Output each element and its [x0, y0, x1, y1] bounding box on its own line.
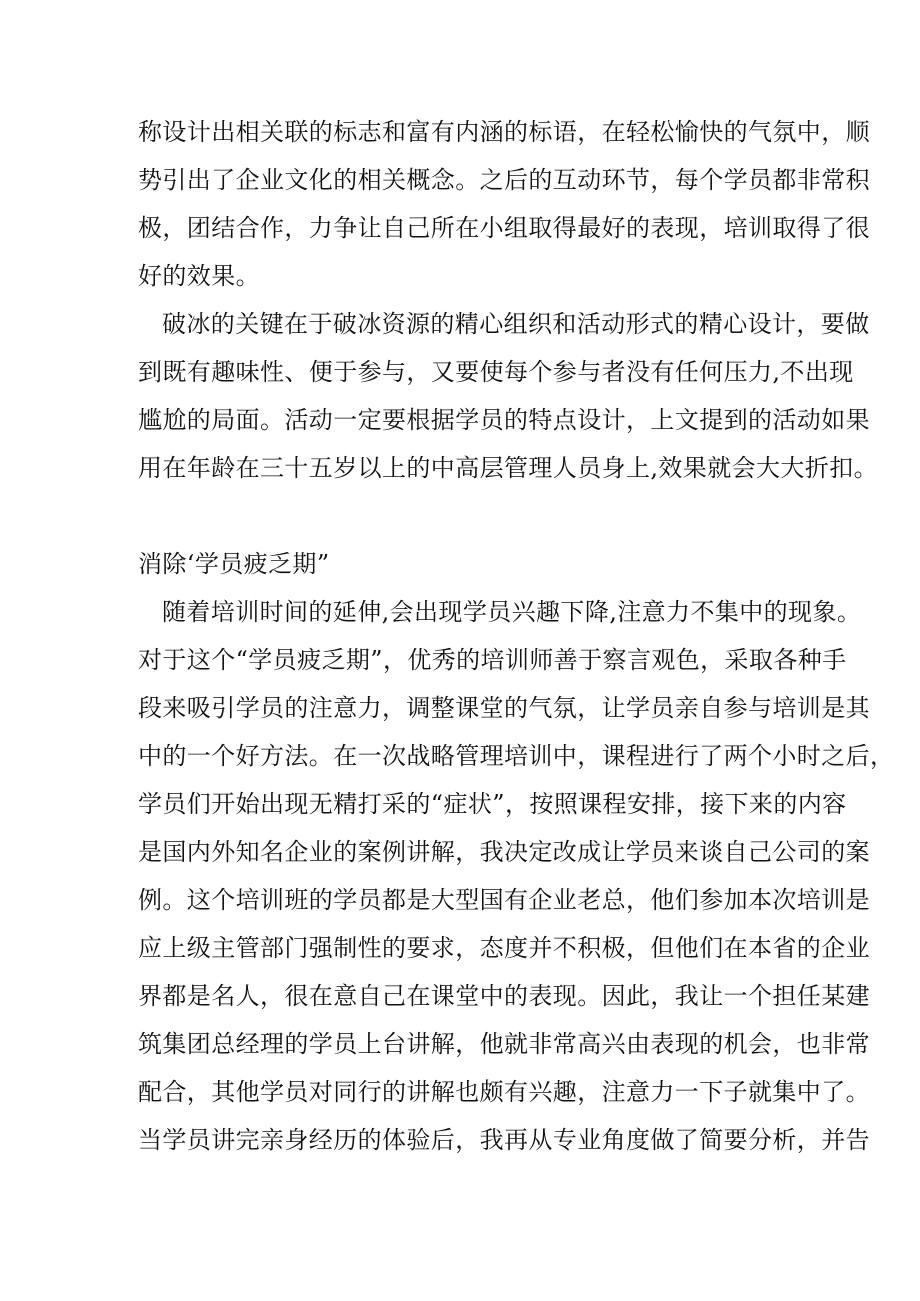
text-line: 对于这个“学员疲乏期”，优秀的培训师善于察言观色，采取各种手 — [138, 646, 847, 674]
section-heading: 消除‘学员疲乏期” — [138, 550, 330, 578]
paragraph-first-line: 随着培训时间的延伸,会出现学员兴趣下降,注意力不集中的现象。 — [162, 598, 862, 626]
text-line: 筑集团总经理的学员上台讲解，他就非常高兴由表现的机会，也非常 — [138, 1030, 870, 1058]
text-line: 中的一个好方法。在一次战略管理培训中，课程进行了两个小时之后， — [138, 742, 895, 770]
text-line: 到既有趣味性、便于参与，又要使每个参与者没有任何压力,不出现 — [138, 358, 854, 386]
text-line: 段来吸引学员的注意力，调整课堂的气氛，让学员亲自参与培训是其 — [138, 694, 870, 722]
text-line: 势引出了企业文化的相关概念。之后的互动环节，每个学员都非常积 — [138, 166, 870, 194]
paragraph-first-line: 破冰的关键在于破冰资源的精心组织和活动形式的精心设计，要做 — [162, 310, 870, 338]
text-line: 例。这个培训班的学员都是大型国有企业老总，他们参加本次培训是 — [138, 886, 870, 914]
text-line: 是国内外知名企业的案例讲解，我决定改成让学员来谈自己公司的案 — [138, 838, 870, 866]
text-line: 用在年龄在三十五岁以上的中高层管理人员身上,效果就会大大折扣。 — [138, 454, 879, 482]
text-line: 称设计出相关联的标志和富有内涵的标语，在轻松愉快的气氛中，顺 — [138, 118, 870, 146]
text-line: 应上级主管部门强制性的要求，态度并不积极，但他们在本省的企业 — [138, 934, 870, 962]
text-line: 界都是名人，很在意自己在课堂中的表现。因此，我让一个担任某建 — [138, 982, 870, 1010]
text-line: 当学员讲完亲身经历的体验后，我再从专业角度做了简要分析，并告 — [138, 1126, 870, 1154]
text-line: 好的效果。 — [138, 262, 260, 290]
text-line: 配合，其他学员对同行的讲解也颇有兴趣，注意力一下子就集中了。 — [138, 1078, 870, 1106]
text-line: 尴尬的局面。活动一定要根据学员的特点设计，上文提到的活动如果 — [138, 406, 870, 434]
text-line: 极，团结合作，力争让自己所在小组取得最好的表现，培训取得了很 — [138, 214, 870, 242]
text-line: 学员们开始出现无精打采的“症状”，按照课程安排，接下来的内容 — [138, 790, 847, 818]
